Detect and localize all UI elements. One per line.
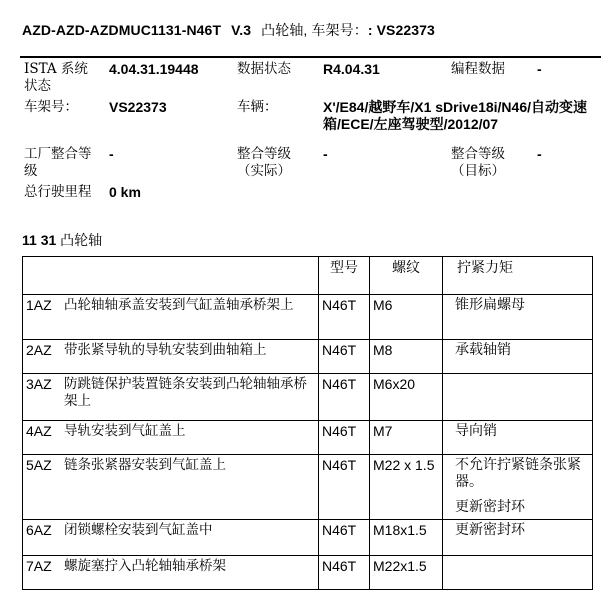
table-row xyxy=(23,374,593,421)
actual-level-label: 整合等级（实际） xyxy=(237,146,291,179)
vin-value: VS22373 xyxy=(109,99,167,115)
row-type: N46T xyxy=(319,295,370,340)
document-code: AZD-AZD-AZDMUC1131-N46T xyxy=(22,22,222,38)
row-thread: M7 xyxy=(370,421,443,455)
row-thread: M22 x 1.5 xyxy=(370,455,443,520)
row-code: 7AZ xyxy=(26,558,52,574)
row-thread: M8 xyxy=(370,340,443,374)
ista-status-value: 4.04.31.19448 xyxy=(109,61,199,77)
row-type: N46T xyxy=(319,455,370,520)
actual-level-value: - xyxy=(323,146,328,162)
row-torque xyxy=(443,421,593,455)
table-row xyxy=(23,556,593,590)
row-code: 6AZ xyxy=(26,522,52,538)
row-thread: M18x1.5 xyxy=(370,520,443,556)
row-type: N46T xyxy=(319,340,370,374)
row-torque xyxy=(443,455,593,520)
row-type: N46T xyxy=(319,421,370,455)
row-torque-text: 导向销 xyxy=(455,423,497,439)
row-torque xyxy=(443,295,593,340)
torque-table xyxy=(22,256,593,590)
vin-label: 车架号： xyxy=(24,99,78,115)
row-torque-text: 不允许拧紧链条张紧器。 xyxy=(455,457,581,490)
row-thread: M6x20 xyxy=(370,374,443,421)
row-code: 2AZ xyxy=(26,342,52,358)
row-torque xyxy=(443,340,593,374)
row-torque-text: 承载轴销 xyxy=(455,342,511,358)
row-code: 4AZ xyxy=(26,423,52,439)
document-version: V.3 xyxy=(231,22,252,38)
program-data-value: - xyxy=(537,61,542,77)
row-thread: M22x1.5 xyxy=(370,556,443,590)
vehicle-value: X'/E84/越野车/X1 sDrive18i/N46/自动变速箱/ECE/左座驾驶型/2012/07 xyxy=(323,99,587,132)
table-row xyxy=(23,455,593,520)
row-type: N46T xyxy=(319,556,370,590)
row-desc: 链条张紧器安装到气缸盖上 xyxy=(64,457,226,473)
vehicle-info-panel xyxy=(20,56,601,204)
row-desc: 带张紧导轨的导轨安装到曲轴箱上 xyxy=(64,342,267,358)
document-title xyxy=(22,20,435,40)
section-title xyxy=(22,230,102,250)
document-vin: : VS22373 xyxy=(367,22,435,38)
vehicle-label: 车辆： xyxy=(237,99,278,115)
section-number: 11 31 xyxy=(22,232,57,248)
row-torque-text: 更新密封环 xyxy=(455,522,525,538)
data-status-label: 数据状态 xyxy=(237,61,291,77)
mileage-value: 0 km xyxy=(109,184,141,200)
row-torque xyxy=(443,374,593,421)
target-level-value: - xyxy=(537,146,542,162)
row-desc: 凸轮轴轴承盖安装到气缸盖轴承桥架上 xyxy=(64,297,294,313)
data-status-value: R4.04.31 xyxy=(323,61,380,77)
target-level-label: 整合等级（目标） xyxy=(451,146,505,179)
row-code: 3AZ xyxy=(26,376,52,392)
section-name: 凸轮轴 xyxy=(60,232,103,248)
row-torque-text: 锥形扁螺母 xyxy=(455,297,525,313)
row-thread: M6 xyxy=(370,295,443,340)
header-type: 型号 xyxy=(319,257,370,295)
table-row xyxy=(23,421,593,455)
program-data-label: 编程数据 xyxy=(451,61,505,77)
header-desc xyxy=(23,257,319,295)
factory-level-value: - xyxy=(109,146,114,162)
row-desc: 闭锁螺栓安装到气缸盖中 xyxy=(64,522,213,538)
row-type: N46T xyxy=(319,374,370,421)
table-row xyxy=(23,295,593,340)
factory-level-label: 工厂整合等级 xyxy=(24,146,92,179)
table-row xyxy=(23,520,593,556)
row-code: 5AZ xyxy=(26,457,52,473)
row-torque xyxy=(443,556,593,590)
row-desc: 螺旋塞拧入凸轮轴轴承桥架 xyxy=(64,558,226,574)
row-code: 1AZ xyxy=(26,297,52,313)
document-part: 凸轮轴, 车架号： xyxy=(261,22,368,38)
row-type: N46T xyxy=(319,520,370,556)
mileage-label: 总行驶里程 xyxy=(24,184,92,200)
row-torque-note: 更新密封环 xyxy=(455,499,525,515)
header-thread: 螺纹 xyxy=(370,257,443,295)
table-row xyxy=(23,340,593,374)
row-desc: 防跳链保护装置链条安装到凸轮轴轴承桥架上 xyxy=(64,376,307,409)
ista-status-label: ISTA 系统状态 xyxy=(24,61,88,94)
row-desc: 导轨安装到气缸盖上 xyxy=(64,423,186,439)
row-torque xyxy=(443,520,593,556)
header-torque: 拧紧力矩 xyxy=(443,257,593,295)
